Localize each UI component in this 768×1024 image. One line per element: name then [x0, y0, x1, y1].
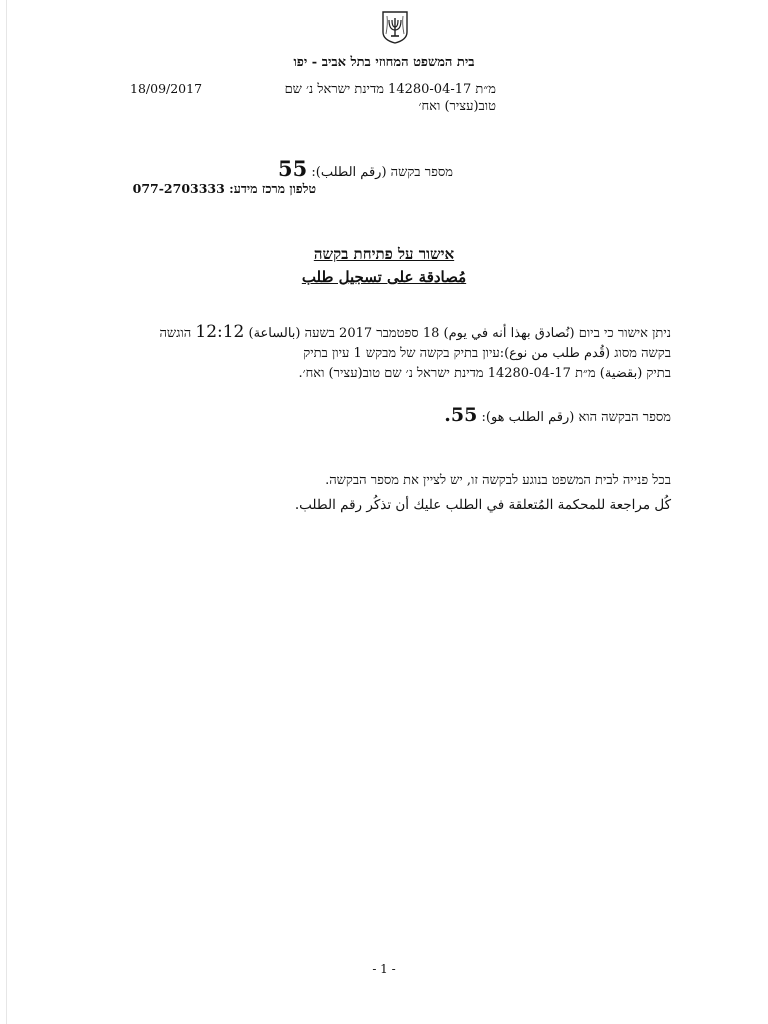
title-hebrew: אישור על פתיחת בקשה [313, 245, 455, 263]
line1-text-a: ניתן אישור כי ביום (نُصادق بهذا أنه في يوم) 18 ספטמבר 2017 בשעה (بالساعة) [244, 326, 671, 341]
case-title-line1: מ״ת 14280-04-17 מדינת ישראל נ׳ שם [284, 82, 496, 97]
request-number-statement [444, 404, 671, 426]
paragraph-line-2: בקשה מסוג (قُدم طلب من نوع):עיון בתיק בקשה של מבקש 1 עיון בתיק [303, 346, 671, 361]
phone-number: 077-2703333 [132, 181, 225, 196]
page-edge [6, 0, 7, 1024]
case-title-line2: טוב(עציר) ואח׳ [418, 99, 496, 114]
court-name: בית המשפט המחוזי בתל אביב - יפו [293, 55, 475, 70]
line1-text-b: הוגשה [159, 326, 196, 341]
request-number-statement-label: מספר הבקשה הוא (رقم الطلب هو): [477, 410, 671, 425]
info-center-phone [133, 181, 316, 197]
confirmation-paragraph [111, 322, 671, 384]
page-number: - 1 - [372, 962, 396, 976]
note-hebrew: בכל פנייה לבית המשפט בנוגע לבקשה זו, יש לציין את מספר הבקשה. [325, 473, 671, 488]
request-number-statement-suffix: . [444, 404, 451, 426]
document-date: 18/09/2017 [130, 81, 203, 96]
paragraph-line-3: בתיק (بقضية) מ״ת 14280-04-17 מדינת ישראל נ׳ שם טוב(עציר) ואח׳. [298, 366, 671, 381]
note-arabic: كُل مراجعة للمحكمة المُتعلقة في الطلب عليك أن تذكُر رقم الطلب. [294, 497, 671, 513]
request-number-statement-value: 55 [450, 404, 478, 426]
request-number-header [278, 156, 453, 181]
state-emblem-icon [380, 10, 410, 44]
request-number-label: מספר בקשה (رقم الطلب): [307, 165, 453, 180]
paragraph-line-1 [111, 322, 671, 344]
document-titles [0, 244, 768, 286]
submission-time: 12:12 [195, 322, 245, 342]
request-number-value: 55 [278, 156, 308, 181]
title-arabic: مُصادقة على تسجيل طلب [301, 268, 467, 286]
phone-label: טלפון מרכז מידע: [224, 181, 316, 196]
